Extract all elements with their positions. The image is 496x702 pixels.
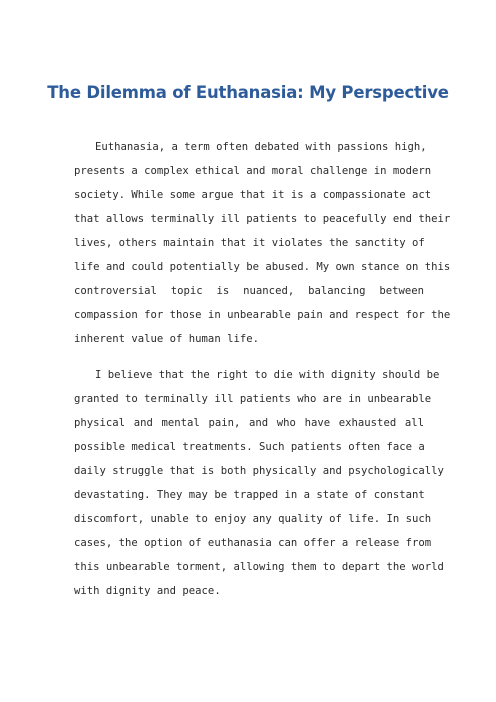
paragraph-line: controversial topic is nuanced, balancing between xyxy=(74,285,424,297)
paragraph-line: discomfort, unable to enjoy any quality of life. In such xyxy=(74,513,432,525)
paragraph-line: daily struggle that is both physically and psychologically xyxy=(74,465,444,477)
paragraph-line: inherent value of human life. xyxy=(74,333,259,345)
paragraph-line: possible medical treatments. Such patients often face a xyxy=(74,441,425,453)
paragraph-line: lives, others maintain that it violates the sanctity of xyxy=(74,237,425,249)
paragraph-line: cases, the option of euthanasia can offer a release from xyxy=(74,537,432,549)
paragraph-line: society. While some argue that it is a compassionate act xyxy=(74,189,432,201)
document-title: The Dilemma of Euthanasia: My Perspective xyxy=(47,83,449,102)
paragraph-line: presents a complex ethical and moral challenge in modern xyxy=(74,165,432,177)
paragraph-line: granted to terminally ill patients who are in unbearable xyxy=(74,393,432,405)
paragraph-line: I believe that the right to die with dignity should be xyxy=(95,369,440,381)
paragraph-line: with dignity and peace. xyxy=(74,585,221,597)
paragraph-line: physical and mental pain, and who have exhausted all xyxy=(74,417,424,429)
paragraph-line: life and could potentially be abused. My own stance on this xyxy=(74,261,451,273)
paragraph-line: that allows terminally ill patients to peacefully end their xyxy=(74,213,451,225)
paragraph-line: Euthanasia, a term often debated with passions high, xyxy=(95,141,427,153)
paragraph-line: devastating. They may be trapped in a state of constant xyxy=(74,489,425,501)
paragraph-line: this unbearable torment, allowing them to depart the world xyxy=(74,561,444,573)
paragraph-line: compassion for those in unbearable pain and respect for the xyxy=(74,309,451,321)
